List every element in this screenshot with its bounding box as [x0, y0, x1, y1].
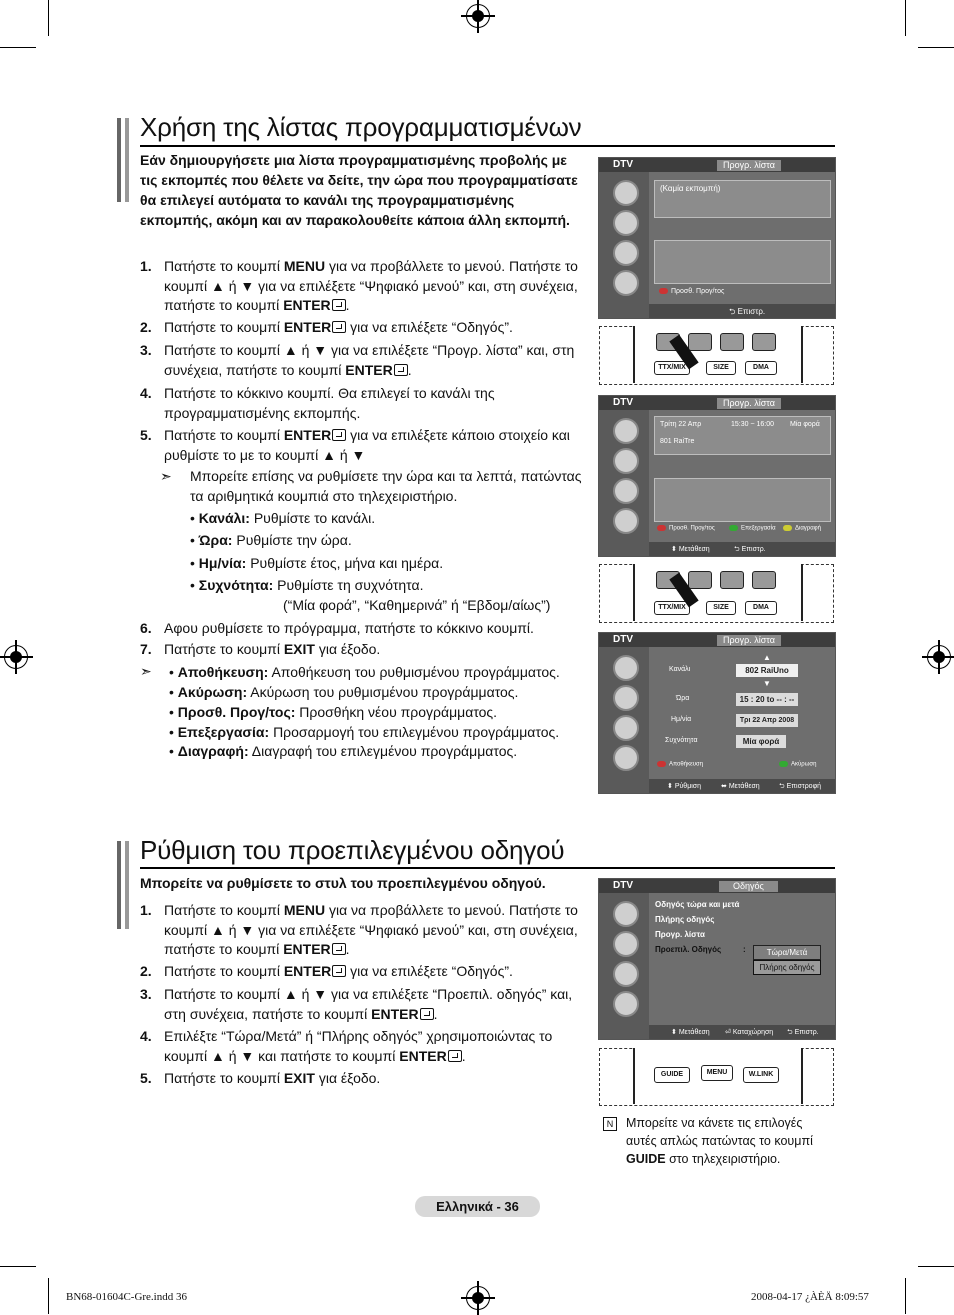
- section-bar: [117, 118, 121, 202]
- crop-mark: [905, 1278, 906, 1314]
- crop-mark: [0, 1266, 36, 1267]
- ttx-mix-button[interactable]: TTX/MIX: [654, 601, 690, 615]
- crop-mark: [48, 0, 49, 36]
- enter-icon: [332, 321, 346, 333]
- move-hint: ⬌ Μετάθεση: [721, 783, 760, 790]
- dtv-label: DTV: [613, 634, 633, 645]
- bullet-key: Ώρα:: [198, 532, 233, 548]
- step-text: Πατήστε το κουμπί ▲ ή ▼ για να επιλέξετε “Προεπιλ. οδηγός” και, στη συνέχεια, πατήστε το κουμπί ENTER .: [164, 986, 573, 1022]
- move-hint: ⬍ Μετάθεση: [671, 1029, 710, 1036]
- step-number: 2.: [140, 963, 152, 979]
- note-text: Μπορείτε επίσης να ρυθμίσετε την ώρα και τα λεπτά, πατώντας τα αριθμητικά κουμπιά στο τηλεχειριστήριο.: [190, 468, 582, 504]
- step-text: Πατήστε το κουμπί EXIT για έξοδο.: [164, 1070, 381, 1086]
- bullet-text: Διαγραφή του επιλεγμένου προγράμματος.: [251, 743, 518, 759]
- sound-menu-icon: [613, 931, 639, 957]
- tv-screen: [598, 878, 836, 1040]
- list-area: [654, 478, 831, 522]
- bullet-text: Αποθήκευση του ρυθμισμένου προγράμματος.: [271, 664, 560, 680]
- bullet-key: Διαγραφή:: [177, 743, 249, 759]
- setup-menu-icon: [613, 715, 639, 741]
- add-program-hint: Προσθ. Προγ/τος: [657, 525, 715, 532]
- picture-menu-icon: [613, 655, 639, 681]
- dma-button[interactable]: DMA: [745, 361, 777, 375]
- green-button[interactable]: [688, 571, 712, 589]
- picture-menu-icon: [613, 418, 639, 444]
- step-text: Αφου ρυθμίσετε το πρόγραμμα, πατήστε το κόκκινο κουμπί.: [164, 620, 534, 636]
- time-field[interactable]: 15 : 20 to -- : --: [736, 693, 798, 706]
- bullet-text: Ρυθμίστε την ώρα.: [236, 532, 352, 548]
- bullet-text: Ακύρωση του ρυθμισμένου προγράμματος.: [250, 684, 519, 700]
- step-text: Πατήστε το κουμπί ▲ ή ▼ για να επιλέξετε “Προγρ. λίστα” και, στη συνέχεια, πατήστε το κουμπί ENTER .: [164, 342, 575, 378]
- menu-sidebar: [599, 647, 649, 793]
- sound-menu-icon: [613, 448, 639, 474]
- bullet-item: • Κανάλι: Ρυθμίστε το κανάλι.: [190, 510, 376, 526]
- bullet-key: Αποθήκευση:: [177, 664, 269, 680]
- bullet-item: • Αποθήκευση: Αποθήκευση του ρυθμισμένου προγράμματος.: [169, 664, 560, 680]
- step-text: Πατήστε το κουμπί EXIT για έξοδο.: [164, 641, 381, 657]
- sound-menu-icon: [613, 685, 639, 711]
- bullet-item: • Διαγραφή: Διαγραφή του επιλεγμένου προγράμματος.: [169, 743, 518, 759]
- blue-button[interactable]: [752, 333, 776, 351]
- screen-title: Προγρ. λίστα: [717, 635, 781, 646]
- adjust-hint: ⬍ Ρύθμιση: [667, 783, 702, 790]
- row-channel: 801 RaiTre: [660, 438, 695, 445]
- enter-icon: [332, 429, 346, 441]
- down-arrow-icon: ▼: [763, 679, 771, 688]
- move-hint: ⬍ Μετάθεση: [671, 546, 710, 553]
- step-text: Πατήστε το κουμπί ENTER για να επιλέξετε “Οδηγός”.: [164, 963, 513, 979]
- bullet-text: Ρυθμίστε το κανάλι.: [253, 510, 376, 526]
- bullet-item: • Προσθ. Προγ/τος: Προσθήκη νέου προγράμματος.: [169, 704, 498, 720]
- setup-menu-icon: [613, 240, 639, 266]
- bullet-item: • Επεξεργασία: Προσαρμογή του επιλεγμένου προγράμματος.: [169, 724, 560, 740]
- frequency-options: (“Μία φορά”, “Καθημερινά” ή “Εβδομ/αίως”): [283, 597, 551, 613]
- time-label: Ώρα: [676, 695, 690, 702]
- colon-separator: :: [743, 945, 746, 954]
- input-menu-icon: [613, 991, 639, 1017]
- bullet-text: Προσαρμογή του επιλεγμένου προγράμματος.: [273, 724, 560, 740]
- bullet-key: Προσθ. Προγ/τος:: [177, 704, 296, 720]
- row-date: Τρίτη 22 Απρ: [660, 421, 702, 428]
- setup-menu-icon: [613, 478, 639, 504]
- step-number: 7.: [140, 641, 152, 657]
- up-arrow-icon: ▲: [763, 653, 771, 662]
- bullet-key: Κανάλι:: [198, 510, 250, 526]
- bullet-key: Επεξεργασία:: [177, 724, 270, 740]
- step-number: 1.: [140, 902, 152, 918]
- step-number: 2.: [140, 319, 152, 335]
- empty-text: (Καμία εκπομπή): [660, 184, 721, 193]
- menu-sidebar: [599, 172, 649, 318]
- bullet-item: • Ώρα: Ρυθμίστε την ώρα.: [190, 532, 352, 548]
- title-rule: [140, 145, 835, 147]
- step-number: 1.: [140, 258, 152, 274]
- frequency-label: Συχνότητα: [665, 737, 698, 744]
- wlink-button[interactable]: W.LINK: [743, 1067, 779, 1083]
- tv-screen: [598, 395, 836, 557]
- section-bar: [117, 841, 121, 929]
- dtv-label: DTV: [613, 159, 633, 170]
- bullet-key: Συχνότητα:: [198, 577, 274, 593]
- ttx-mix-button[interactable]: TTX/MIX: [654, 361, 690, 375]
- option-now-next[interactable]: Τώρα/Μετά: [753, 945, 821, 960]
- back-hint: ⮌ Επιστρ.: [787, 1029, 819, 1036]
- bullet-text: Προσθήκη νέου προγράμματος.: [299, 704, 498, 720]
- input-menu-icon: [613, 270, 639, 296]
- tv-screen: [598, 632, 836, 794]
- back-hint: ⮌ Επιστρ.: [734, 546, 766, 553]
- red-button-icon: [659, 288, 668, 294]
- menu-item[interactable]: Οδηγός τώρα και μετά: [655, 900, 740, 909]
- input-menu-icon: [613, 745, 639, 771]
- menu-button[interactable]: MENU: [701, 1065, 733, 1081]
- yellow-button[interactable]: [720, 333, 744, 351]
- bullet-key: Ημ/νία:: [198, 555, 247, 571]
- note-arrow-icon: ➣: [160, 468, 172, 484]
- section-intro: Εάν δημιουργήσετε μια λίστα προγραμματισμένης προβολής με τις εκπομπές που θέλετε να δείτε, την ώρα που προγραμματίσατε θα επιλεγεί αυτόματα το κανάλι της προγραμματισμένης εκπομπής, ακόμη και αν παρακολουθείτε κάποια άλλη εκπομπή.: [140, 152, 578, 228]
- yellow-button[interactable]: [720, 571, 744, 589]
- crop-mark: [918, 1266, 954, 1267]
- picture-menu-icon: [613, 180, 639, 206]
- list-area: [654, 240, 831, 284]
- channel-field[interactable]: 802 RaiUno: [736, 664, 798, 677]
- guide-button[interactable]: GUIDE: [654, 1067, 690, 1083]
- row-frequency: Μία φορά: [790, 421, 820, 428]
- input-menu-icon: [613, 508, 639, 534]
- save-hint: ⏎ Καταχώρηση: [725, 1029, 774, 1036]
- crop-mark: [48, 1278, 49, 1314]
- enter-icon: [332, 299, 346, 311]
- option-full-guide[interactable]: Πλήρης οδηγός: [753, 960, 821, 975]
- remote-control-illustration: [599, 1048, 834, 1106]
- enter-icon: [332, 943, 346, 955]
- menu-sidebar: [599, 410, 649, 556]
- yellow-button-icon: [783, 525, 792, 531]
- page-number-badge: Ελληνικά - 36: [415, 1196, 540, 1217]
- note-icon: N: [603, 1117, 617, 1131]
- bullet-item: • Ακύρωση: Ακύρωση του ρυθμισμένου προγράμματος.: [169, 684, 519, 700]
- note-arrow-icon: ➣: [140, 663, 152, 679]
- add-program-hint: Προσθ. Προγ/τος: [659, 288, 724, 295]
- blue-button[interactable]: [752, 571, 776, 589]
- section-intro: Μπορείτε να ρυθμίσετε το στυλ του προεπιλεγμένου οδηγού.: [140, 875, 546, 891]
- setup-menu-icon: [613, 961, 639, 987]
- remote-control-illustration: [599, 326, 834, 385]
- bullet-text: Ρυθμίστε τη συχνότητα.: [277, 577, 424, 593]
- enter-icon: [332, 965, 346, 977]
- step-number: 4.: [140, 385, 152, 401]
- step-number: 5.: [140, 427, 152, 443]
- channel-label: Κανάλι: [669, 666, 691, 673]
- step-text: Πατήστε το κουμπί MENU για να προβάλλετε το μενού. Πατήστε το κουμπί ▲ ή ▼ για να επιλέξετε “Ψηφιακό μενού” και, στη συνέχεια, πατήστε το κουμπί ENTER .: [164, 258, 578, 313]
- registration-mark-icon: [466, 1286, 490, 1310]
- back-hint: ⮌ Επιστροφή: [779, 783, 822, 790]
- bullet-text: Ρυθμίστε έτος, μήνα και ημέρα.: [250, 555, 444, 571]
- screen-title: Προγρ. λίστα: [717, 398, 781, 409]
- list-row[interactable]: [654, 416, 831, 455]
- date-field[interactable]: Τρι 22 Απρ 2008: [736, 714, 798, 727]
- step-number: 4.: [140, 1028, 152, 1044]
- step-text: Πατήστε το κουμπί ENTER για να επιλέξετε κάποιο στοιχείο και ρυθμίστε το με το κουμπί ▲ ή ▼: [164, 427, 570, 463]
- size-button[interactable]: SIZE: [706, 361, 736, 375]
- remote-control-illustration: [599, 564, 834, 623]
- red-button-icon: [657, 761, 666, 767]
- bullet-key: Ακύρωση:: [177, 684, 248, 700]
- green-button-icon: [729, 525, 738, 531]
- bullet-item: • Ημ/νία: Ρυθμίστε έτος, μήνα και ημέρα.: [190, 555, 444, 571]
- screen-title: Προγρ. λίστα: [717, 160, 781, 171]
- section-bar: [125, 118, 129, 202]
- menu-item[interactable]: Προγρ. λίστα: [655, 930, 705, 939]
- menu-item[interactable]: Προεπιλ. Οδηγός: [655, 945, 722, 954]
- dtv-label: DTV: [613, 397, 633, 408]
- step-text: Πατήστε το κουμπί ENTER για να επιλέξετε “Οδηγός”.: [164, 319, 513, 335]
- menu-sidebar: [599, 893, 649, 1039]
- registration-mark-icon: [466, 4, 490, 28]
- step-text: Πατήστε το κουμπί MENU για να προβάλλετε το μενού. Πατήστε το κουμπί ▲ ή ▼ για να επιλέξετε “Ψηφιακό μενού” και, στη συνέχεια, πατήστε το κουμπί ENTER .: [164, 902, 578, 957]
- registration-mark-icon: [927, 645, 951, 669]
- menu-item[interactable]: Πλήρης οδηγός: [655, 915, 715, 924]
- footer-filename: BN68-01604C-Gre.indd 36: [66, 1291, 187, 1303]
- dma-button[interactable]: DMA: [745, 601, 777, 615]
- tip-text: Μπορείτε να κάνετε τις επιλογές αυτές απλώς πατώντας το κουμπί GUIDE στο τηλεχειριστήριο.: [626, 1116, 813, 1166]
- step-number: 3.: [140, 986, 152, 1002]
- delete-hint: Διαγραφή: [783, 525, 821, 532]
- tv-screen: [598, 157, 836, 319]
- row-time: 15:30 ~ 16:00: [731, 421, 775, 428]
- cancel-hint: Ακύρωση: [779, 761, 816, 768]
- step-number: 3.: [140, 342, 152, 358]
- section-title: Χρήση της λίστας προγραμματισμένων: [140, 112, 582, 142]
- section-title: Ρύθμιση του προεπιλεγμένου οδηγού: [140, 835, 565, 865]
- edit-hint: Επεξεργασία: [729, 525, 776, 532]
- title-rule: [140, 867, 835, 869]
- enter-icon: [394, 364, 408, 376]
- crop-mark: [0, 47, 36, 48]
- back-hint: ⮌ Επιστρ.: [729, 307, 766, 316]
- section-bar: [125, 841, 129, 929]
- red-button-icon: [657, 525, 666, 531]
- list-row[interactable]: [654, 180, 831, 218]
- size-button[interactable]: SIZE: [706, 601, 736, 615]
- date-label: Ημ/νία: [671, 716, 692, 723]
- step-number: 5.: [140, 1070, 152, 1086]
- registration-mark-icon: [4, 645, 28, 669]
- enter-icon: [448, 1050, 462, 1062]
- enter-icon: [420, 1008, 434, 1020]
- picture-menu-icon: [613, 901, 639, 927]
- save-hint: Αποθήκευση: [657, 761, 703, 768]
- step-text: Πατήστε το κόκκινο κουμπί. Θα επιλεγεί το κανάλι της προγραμματισμένης εκπομπής.: [164, 385, 495, 421]
- screen-title: Οδηγός: [719, 881, 778, 892]
- crop-mark: [905, 0, 906, 36]
- step-text: Επιλέξτε “Τώρα/Μετά” ή “Πλήρης οδηγός” χρησιμοποιώντας το κουμπί ▲ ή ▼ και πατήστε το κουμπί ENTER .: [164, 1028, 553, 1064]
- green-button-icon: [779, 761, 788, 767]
- dtv-label: DTV: [613, 880, 633, 891]
- frequency-field[interactable]: Μία φορά: [736, 735, 786, 748]
- footer-date: 2008-04-17 ¿ÀÈÄ 8:09:57: [751, 1291, 869, 1303]
- step-number: 6.: [140, 620, 152, 636]
- sound-menu-icon: [613, 210, 639, 236]
- crop-mark: [918, 47, 954, 48]
- green-button[interactable]: [688, 333, 712, 351]
- bullet-item: • Συχνότητα: Ρυθμίστε τη συχνότητα.: [190, 577, 424, 593]
